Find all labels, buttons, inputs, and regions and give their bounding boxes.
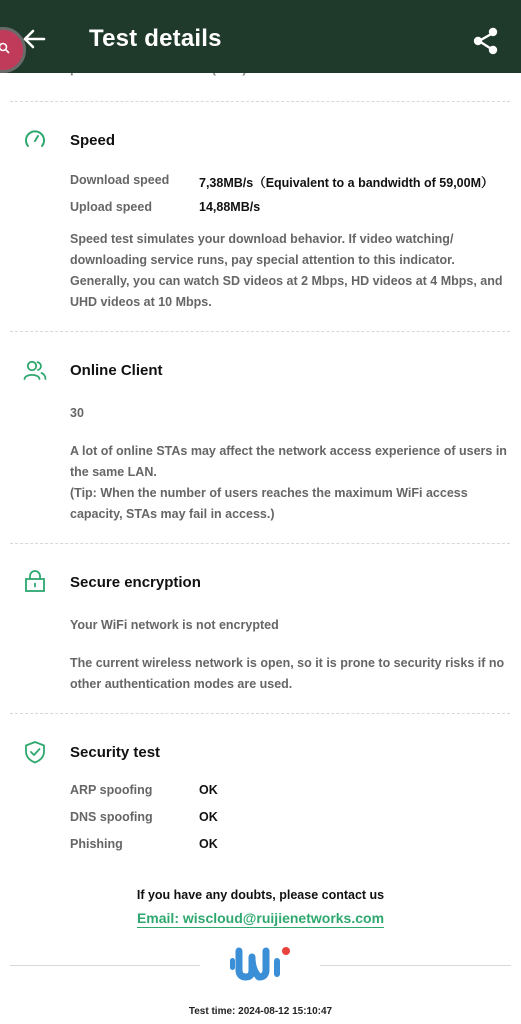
upload-speed-value: 14,88MB/s	[199, 200, 261, 214]
share-icon	[470, 25, 502, 57]
lock-icon	[22, 569, 48, 595]
back-button[interactable]	[18, 25, 50, 57]
encryption-description: The current wireless network is open, so it is prone to security risks if no other authentication modes are used.	[70, 656, 505, 691]
search-icon	[0, 42, 10, 54]
download-speed-value: 7,38MB/s（Equivalent to a bandwidth of 59,00M）	[199, 176, 494, 190]
footer-divider-right	[320, 965, 511, 966]
secure-encryption-title: Secure encryption	[70, 574, 201, 591]
download-speed-label: Download speed	[70, 173, 170, 187]
phishing-label: Phishing	[70, 837, 123, 851]
upload-speed-label: Upload speed	[70, 200, 152, 214]
online-client-count: 30	[70, 406, 84, 420]
footer-divider-left	[10, 965, 200, 966]
app-bar	[0, 5, 521, 73]
phishing-value: OK	[199, 837, 218, 851]
encryption-status: Your WiFi network is not encrypted	[70, 618, 279, 632]
arp-spoofing-value: OK	[199, 783, 218, 797]
security-test-title: Security test	[70, 744, 161, 761]
page-title: Test details	[89, 25, 222, 52]
email-link-row	[0, 910, 521, 926]
online-client-title: Online Client	[70, 362, 163, 379]
share-button[interactable]	[470, 25, 502, 57]
section-divider	[10, 331, 510, 332]
section-divider	[10, 101, 510, 102]
section-divider	[10, 713, 510, 714]
dns-spoofing-value: OK	[199, 810, 218, 824]
shield-check-icon	[22, 739, 48, 765]
email-link[interactable]: Email: wiscloud@ruijienetworks.com	[136, 910, 385, 926]
contact-text: If you have any doubts, please contact us	[136, 888, 385, 902]
wiscloud-logo	[228, 943, 294, 985]
arp-spoofing-label: ARP spoofing	[70, 783, 153, 797]
test-time: Test time: 2024-08-12 15:10:47	[188, 1006, 333, 1017]
arrow-left-icon	[18, 25, 50, 57]
online-client-description: A lot of online STAs may affect the network access experience of users in the same LAN.	[70, 444, 507, 479]
online-client-tip: (Tip: When the number of users reaches the maximum WiFi access capacity, STAs may fail in access.)	[70, 486, 468, 521]
speed-description: Speed test simulates your download behavior. If video watching/ downloading service runs, pay special attention to this indicator. Generally, you can watch SD videos at 2 Mbps, HD videos at 4 Mbps, and UHD videos at 10 Mbps.	[70, 232, 503, 309]
speed-title: Speed	[70, 132, 116, 149]
section-divider	[10, 543, 510, 544]
users-icon	[22, 357, 48, 383]
dns-spoofing-label: DNS spoofing	[70, 810, 153, 824]
speedometer-icon	[22, 127, 48, 153]
